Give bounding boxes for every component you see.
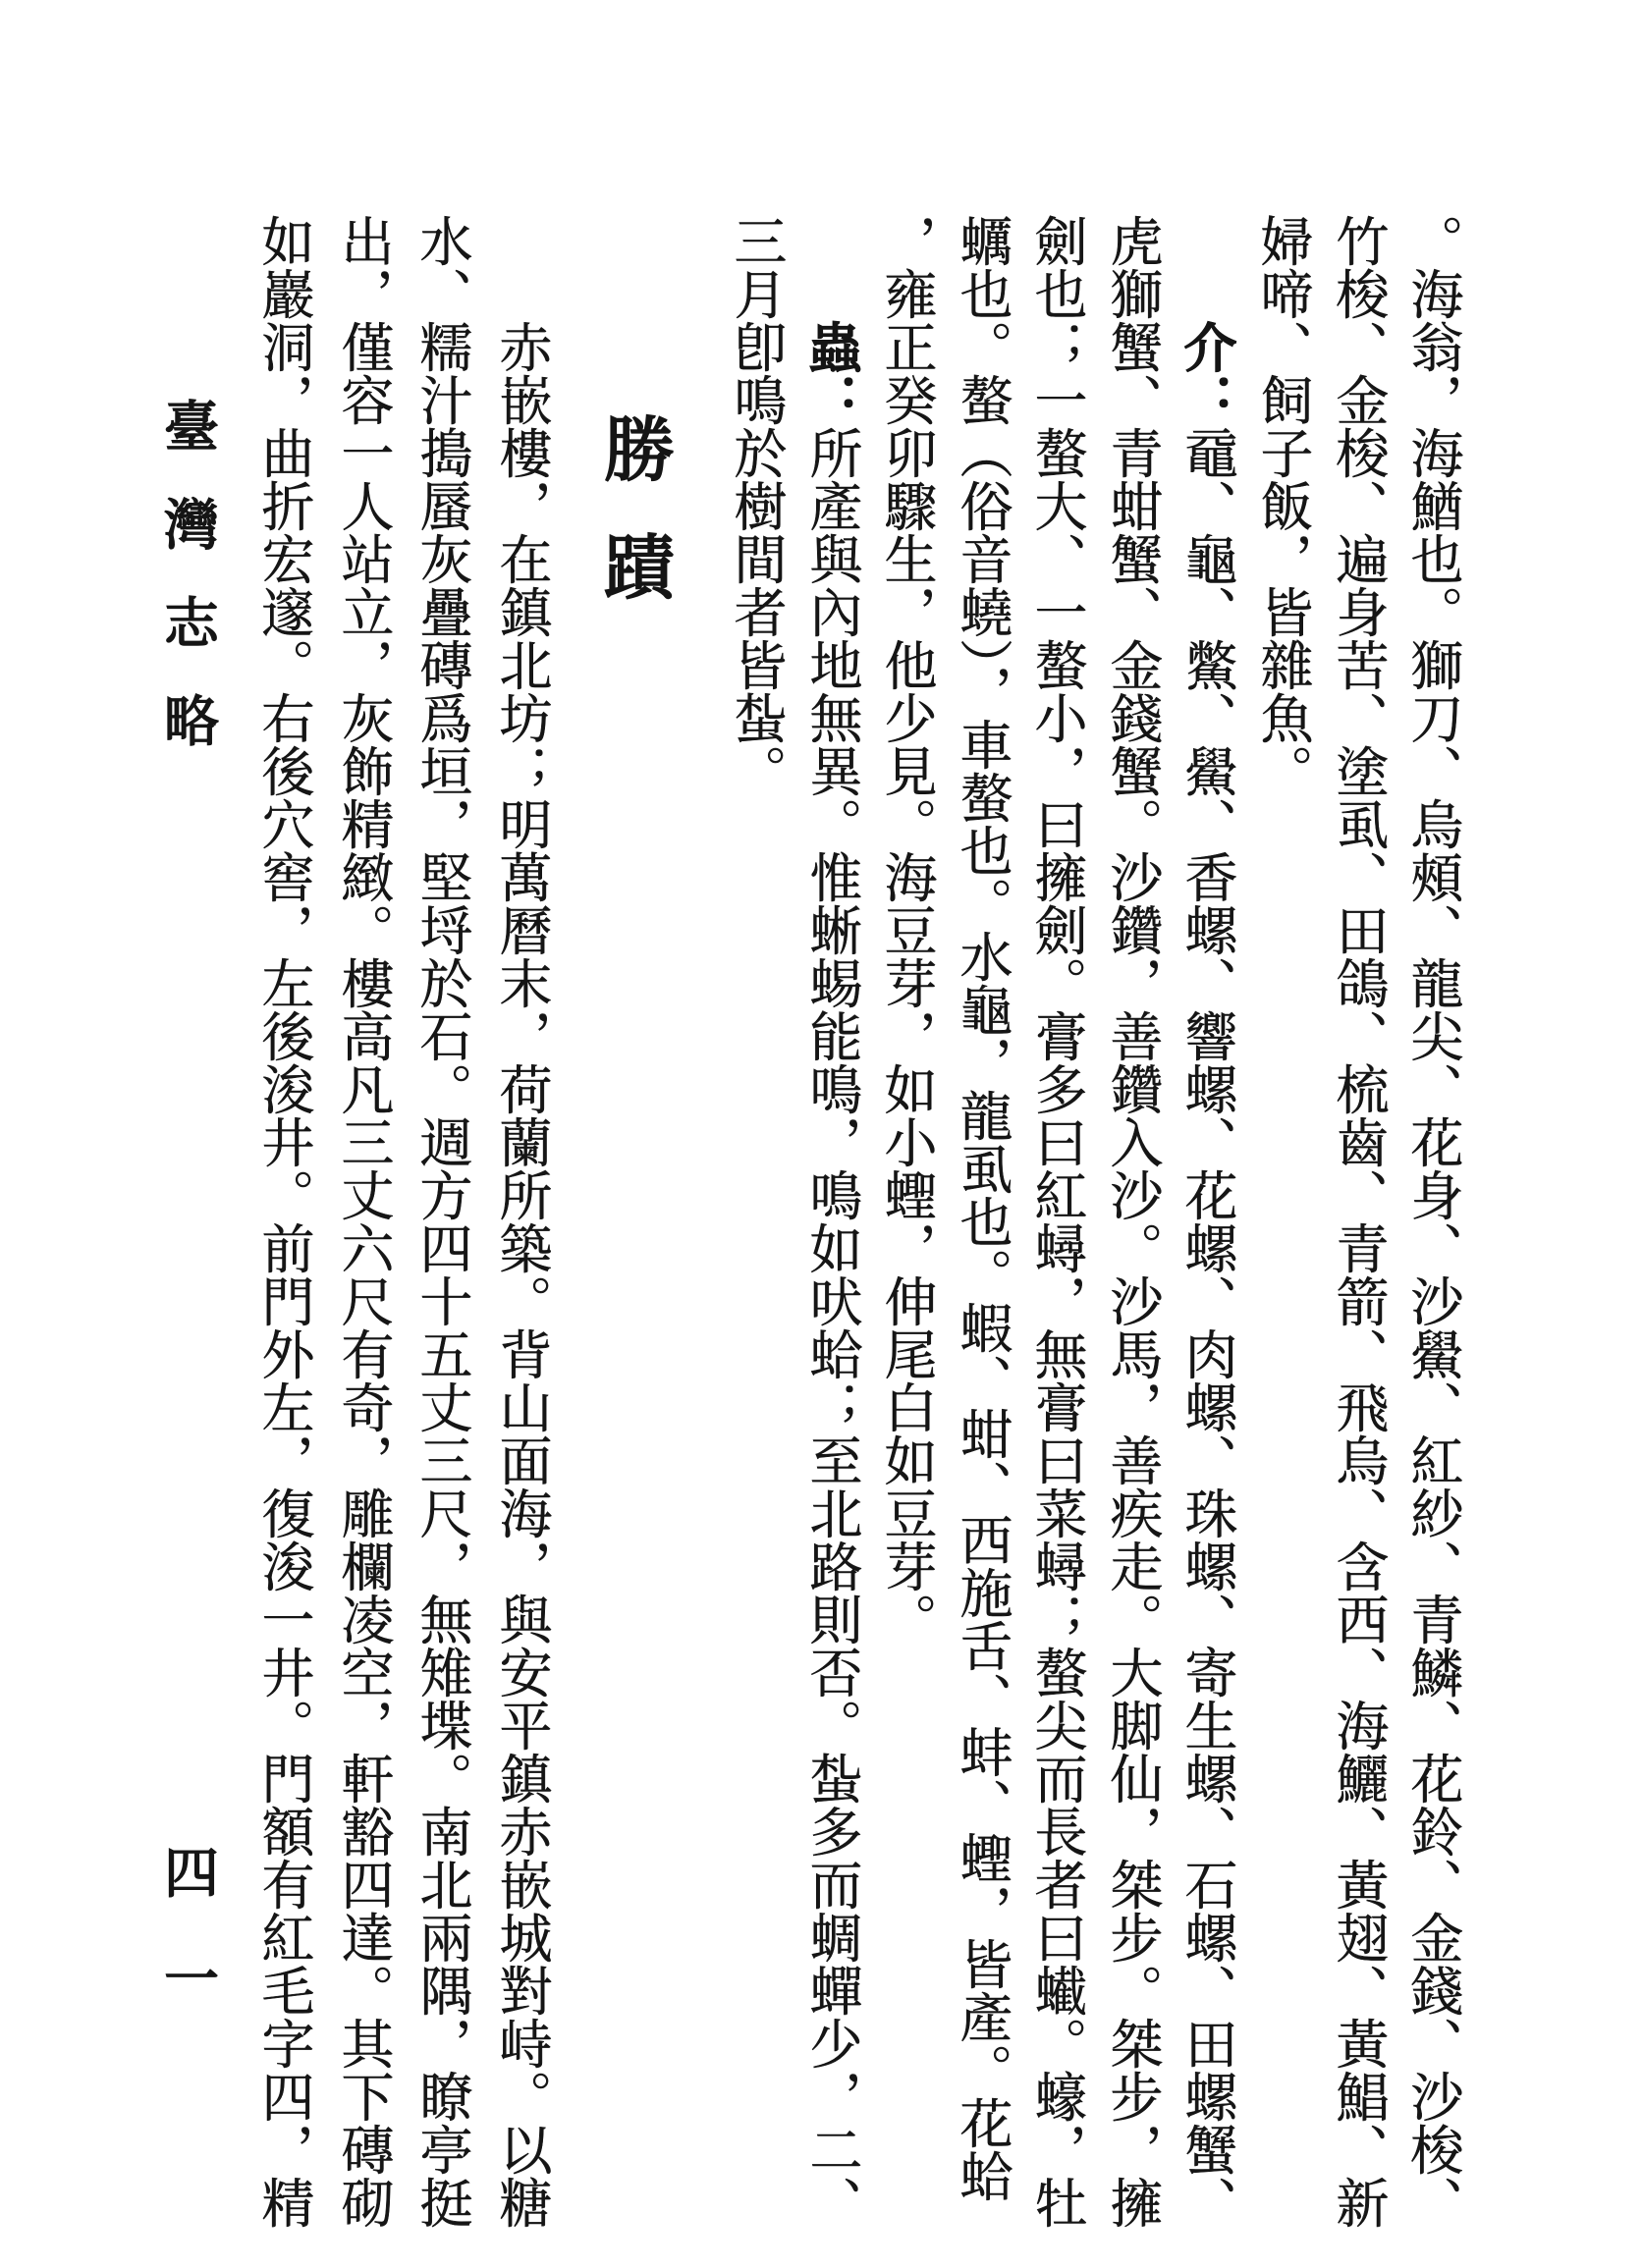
section-heading: 勝蹟 [592, 412, 676, 648]
text-column: 赤嵌樓，在鎮北坊；明萬曆末，荷蘭所築。背山面海，與安平鎮赤嵌城對峙。以糖 [491, 320, 553, 2229]
text-column: 三月卽鳴於樹間者皆蚻。 [726, 214, 788, 797]
text-column: 如巖洞，曲折宏邃。右後穴窖，左後浚井。前門外左，復浚一井。門額有紅毛字四，精 [253, 214, 315, 2229]
text-column: 出，僅容一人站立，灰飾精緻。樓高凡三丈六尺有奇，雕欄凌空，軒豁四達。其下磚砌 [333, 214, 395, 2229]
column-text: 黿、龜、鱉、鱟、香螺、響螺、花螺、肉螺、珠螺、寄生螺、石螺、田螺蟹、 [1177, 426, 1238, 2229]
text-column [800, 320, 863, 2246]
text-column: 蠣也。螯（俗音蟯），車螯也。水龜，龍虱也。蝦、蚶、西施舌、蚌、蟶，皆產。花蛤 [952, 214, 1013, 2202]
text-column: 竹梭、金梭、遍身苦、塗虱、田鴿、梳齒、青箭、飛烏、含西、海鱺、黃翅、黃鯧、新 [1328, 214, 1390, 2229]
text-column: 劍也；一螯大、一螯小，曰擁劍。膏多曰紅蟳，無膏曰菜蟳；螯尖而長者曰蠘。蠔，牡 [1026, 214, 1088, 2229]
category-label: 蟲： [800, 320, 863, 426]
text-column: ，雍正癸卯驟生，他少見。海豆芽，如小蟶，伸尾白如豆芽。 [876, 214, 938, 1646]
text-column: 。海翁，海鰌也。獅刀、烏頰、龍尖、花身、沙鱟、紅紗、青鱗、花鈴、金錢、沙梭、 [1402, 214, 1464, 2229]
column-text: 所產與內地無異。惟蜥蜴能鳴，鳴如吠蛤；至北路則否。蚻多而蜩蟬少，二、 [801, 426, 863, 2229]
text-column: 虎獅蟹、青蚶蟹、金錢蟹。沙鑽，善鑽入沙。沙馬，善疾走。大脚仙，桀步。桀步，擁 [1102, 214, 1164, 2229]
running-title: 臺灣志略 [155, 398, 220, 790]
category-label: 介： [1176, 320, 1238, 426]
text-column: 水、糯汁搗蜃灰疊磚爲垣，堅埒於石。週方四十五丈三尺，無雉堞。南北兩隅，瞭亭挺 [411, 214, 473, 2229]
text-column [1176, 320, 1238, 2246]
page-number: 四一 [155, 1844, 220, 2056]
text-column: 婦啼、飼子飯，皆雜魚。 [1252, 214, 1314, 797]
